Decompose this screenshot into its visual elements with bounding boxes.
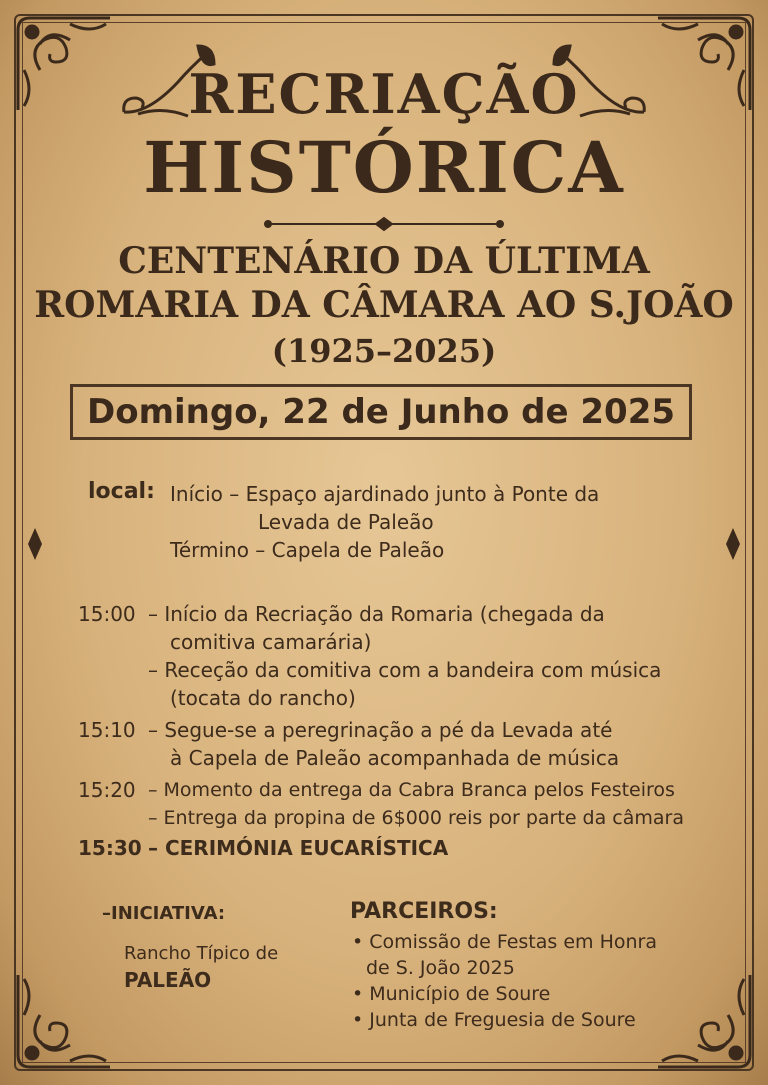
initiative-line2: PALEÃO [124,968,212,992]
corner-ornament-icon [10,965,120,1075]
location-end: Término – Capela de Paleão [170,538,445,562]
initiative-label: –INICIATIVA: [102,903,226,924]
title-line-2: HISTÓRICA [143,126,625,209]
initiative-line1: Rancho Típico de [124,943,279,964]
partner-item: • Município de Soure [352,980,550,1008]
schedule-time: 15:20 [78,778,136,802]
location-start-line2: Levada de Paleão [258,510,434,534]
subtitle-line-1: CENTENÁRIO DA ÚLTIMA [118,240,650,282]
schedule-line: comitiva camarária) [170,630,372,654]
schedule-time: 15:30 [78,836,142,860]
partners-label: PARCEIROS: [350,899,498,924]
side-ornament-icon [722,526,744,562]
partner-item: de S. João 2025 [366,957,515,979]
schedule-line: – Entrega da propina de 6$000 reis por parte da câmara [148,807,684,829]
schedule-line: – CERIMÓNIA EUCARÍSTICA [148,836,449,860]
schedule-line: – Início da Recriação da Romaria (chegada da [148,602,605,626]
schedule-line: – Segue-se a peregrinação a pé da Levada até [148,718,613,742]
location-start-line1: Início – Espaço ajardinado junto à Ponte da [170,482,600,506]
partner-item: • Junta de Freguesia de Soure [352,1006,636,1034]
event-date: Domingo, 22 de Junho de 2025 [70,384,692,440]
schedule-line: (tocata do rancho) [170,686,356,710]
partner-item: • Comissão de Festas em Honra [352,928,657,956]
corner-ornament-icon [648,965,758,1075]
schedule-line: – Receção da comitiva com a bandeira com música [148,658,662,682]
title-line-1: RECRIAÇÃO [188,62,580,126]
side-ornament-icon [24,526,46,562]
subtitle-line-2: ROMARIA DA CÂMARA AO S.JOÃO [34,284,734,326]
schedule-time: 15:00 [78,602,136,626]
schedule-line: à Capela de Paleão acompanhada de música [170,746,620,770]
divider-ornament-icon [258,216,510,232]
schedule-line: – Momento da entrega da Cabra Branca pelos Festeiros [148,779,675,801]
location-label: local: [88,479,155,504]
schedule-time: 15:10 [78,718,136,742]
years: (1925–2025) [271,332,497,370]
